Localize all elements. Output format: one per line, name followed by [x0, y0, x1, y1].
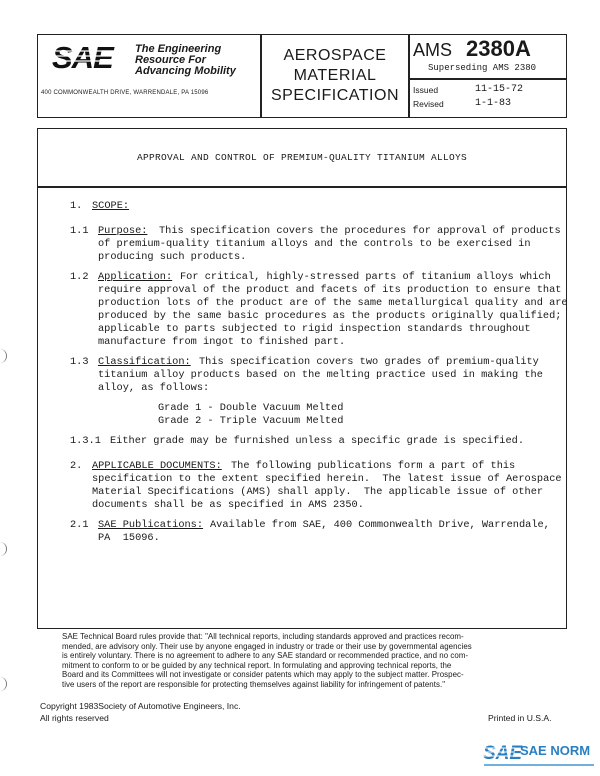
- section-2-line: documents shall be as specified in AMS 2350.: [92, 499, 364, 511]
- section-1-3-line: titanium alloy products based on the melting practice used in making the: [98, 369, 543, 381]
- title-divider: [37, 186, 567, 188]
- revised-label: Revised: [413, 99, 444, 109]
- document-title: APPROVAL AND CONTROL OF PREMIUM-QUALITY TITANIUM ALLOYS: [136, 152, 468, 163]
- section-1-1-line: producing such products.: [98, 251, 247, 263]
- section-1-3-heading: Classification:: [98, 356, 191, 368]
- spec-type: [262, 46, 408, 106]
- section-1-2-line: production lots of the product are of the same metallurgical quality and are: [98, 297, 568, 309]
- section-1-3-line: This specification covers two grades of premium-quality: [199, 356, 539, 368]
- sae-address: 400 COMMONWEALTH DRIVE, WARRENDALE, PA 15096: [41, 90, 209, 96]
- disclaimer-line: Board and its Committees will not investigate or consider patents which may apply to the subject matter. Prospec-: [62, 670, 464, 680]
- disclaimer-line: mitment to conform to or be guided by any technical report. In formulating and approving technical reports, the: [62, 660, 452, 670]
- grade-2: Grade 2 - Triple Vacuum Melted: [158, 415, 344, 427]
- sae-logo-icon: [52, 40, 130, 75]
- sae-disclaimer: [62, 632, 547, 690]
- watermark-underline: [484, 764, 594, 766]
- section-2-1-heading: SAE Publications:: [98, 519, 204, 531]
- section-2-number: 2.: [70, 460, 83, 472]
- sae-tagline: [135, 44, 236, 77]
- disclaimer-line: mended, are advisory only. Their use by anyone engaged in industry or trade or their use by governmental agencies: [62, 641, 472, 651]
- spec-type-line-1: AEROSPACE: [283, 47, 387, 64]
- section-1-1-number: 1.1: [70, 225, 89, 237]
- printed-in: Printed in U.S.A.: [488, 713, 552, 723]
- disclaimer-line: is entirely voluntary. There is no agreement to adhere to any SAE standard or recommended practice, and no com-: [62, 651, 469, 661]
- margin-mark: [0, 349, 7, 363]
- section-1-2-line: manufacture from ingot to finished part.: [98, 336, 346, 348]
- section-1-2-heading: Application:: [98, 271, 173, 283]
- section-1-1-heading: Purpose:: [98, 225, 148, 237]
- section-1-heading: SCOPE:: [92, 200, 130, 212]
- section-2-line: specification to the extent specified herein. The latest issue of Aerospace: [92, 473, 562, 485]
- section-1-1-line: This specification covers the procedures for approval of products: [159, 225, 561, 237]
- section-1-2-line: produced by the same basic procedures as the products originally qualified;: [98, 310, 562, 322]
- watermark-text: SAE NORM: [520, 743, 591, 758]
- section-2-line: Material Specifications (AMS) shall apply. The applicable issue of other: [92, 486, 544, 498]
- rights-reserved: All rights reserved: [40, 713, 109, 723]
- header-divider-right: [408, 34, 410, 118]
- spec-type-line-3: SPECIFICATION: [271, 87, 399, 104]
- tagline-line-1: The Engineering: [135, 43, 222, 55]
- ams-number: 2380A: [466, 36, 531, 61]
- tagline-line-2: Resource For: [135, 54, 206, 66]
- section-1-2-line: For critical, highly-stressed parts of titanium alloys which: [180, 271, 551, 283]
- ams-label: AMS: [413, 40, 453, 60]
- section-2-1-line: PA 15096.: [98, 532, 160, 544]
- section-2-1-line: Available from SAE, 400 Commonwealth Drive, Warrendale,: [210, 519, 550, 531]
- section-2-heading: APPLICABLE DOCUMENTS:: [92, 460, 222, 472]
- section-1-2-line: require approval of the product and facets of its production to ensure that: [98, 284, 562, 296]
- issued-label: Issued: [413, 85, 439, 95]
- watermark-logo-icon: [483, 742, 523, 764]
- watermark-logo-text: SAE: [483, 743, 523, 764]
- section-1-3-1-text: Either grade may be furnished unless a specific grade is specified.: [110, 435, 525, 447]
- section-2-1-number: 2.1: [70, 519, 89, 531]
- section-1-3-number: 1.3: [70, 356, 89, 368]
- revised-date: 1-1-83: [475, 98, 512, 109]
- copyright: Copyright 1983Society of Automotive Engineers, Inc.: [40, 701, 241, 711]
- section-1-3-1-number: 1.3.1: [70, 435, 101, 447]
- disclaimer-line: tive users of the report are responsible for protecting themselves against liability for infringement of patents.": [62, 679, 446, 689]
- margin-mark: [0, 677, 7, 691]
- header-divider-horizontal: [408, 78, 567, 80]
- issued-date: 11-15-72: [475, 84, 524, 95]
- section-1-2-number: 1.2: [70, 271, 89, 283]
- section-1-1-line: of premium-quality titanium alloys and the controls to be exercised in: [98, 238, 531, 250]
- section-1-number: 1.: [70, 200, 83, 212]
- grade-1: Grade 1 - Double Vacuum Melted: [158, 402, 344, 414]
- section-1-3-line: alloy, as follows:: [98, 382, 210, 394]
- tagline-line-3: Advancing Mobility: [135, 65, 236, 77]
- disclaimer-line: SAE Technical Board rules provide that: "All technical reports, including standards approved and practices recom-: [62, 632, 464, 641]
- spec-type-line-2: MATERIAL: [293, 67, 377, 84]
- margin-mark: [0, 542, 7, 556]
- svg-text:SAE: SAE: [52, 40, 113, 75]
- section-2-line: The following publications form a part of this: [231, 460, 516, 472]
- superseding-note: Superseding AMS 2380: [428, 63, 537, 73]
- section-1-2-line: applicable to parts subjected to rigid inspection standards throughout: [98, 323, 531, 335]
